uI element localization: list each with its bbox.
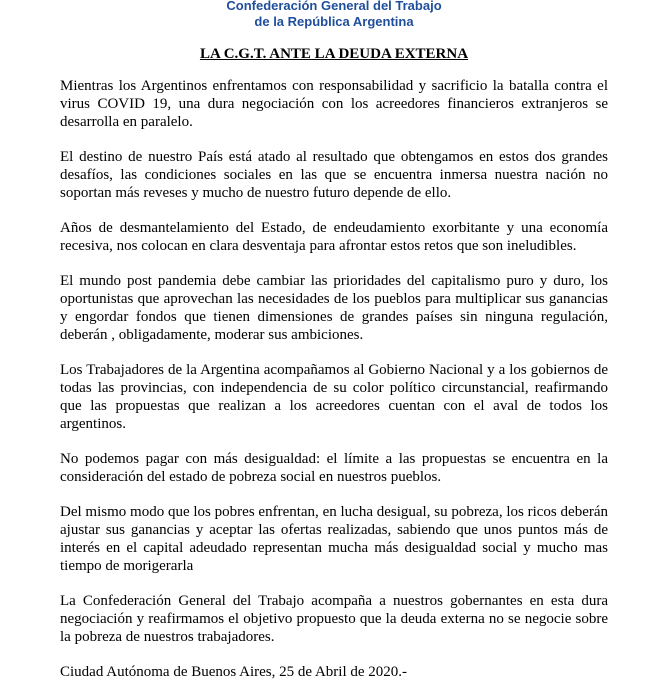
document-body (60, 77, 608, 681)
closing-place-date: Ciudad Autónoma de Buenos Aires, 25 de Abril de 2020.- (60, 664, 408, 680)
paragraph-4: El mundo post pandemia debe cambiar las prioridades del capitalismo puro y duro, los oportunistas que aprovechan las necesidades de los pueblos para multiplicar sus ganancias y engordar fondos que tienen dimensiones de grandes países sin ninguna regulación, deberán , obligadamente, moderar sus ambiciones. (60, 273, 608, 343)
header-line-1: Confederación General del Trabajo (226, 0, 442, 13)
organization-header (60, 0, 608, 30)
document-title: LA C.G.T. ANTE LA DEUDA EXTERNA (199, 46, 469, 62)
paragraph-8: La Confederación General del Trabajo acompaña a nuestros gobernantes en esta dura negociación y reafirmamos el objetivo propuesto que la deuda externa no se negocie sobre la pobreza de nuestros trabajadores. (60, 593, 608, 645)
header-line-2: de la República Argentina (254, 14, 414, 29)
paragraph-2: El destino de nuestro País está atado al resultado que obtengamos en estos dos grandes desafíos, las condiciones sociales en las que se encuentra inmersa nuestra nación no soportan más reveses y mucho de nuestro futuro depende de ello. (60, 149, 608, 201)
paragraph-3: Años de desmantelamiento del Estado, de endeudamiento exorbitante y una economía recesiva, nos colocan en clara desventaja para afrontar estos retos que son ineludibles. (60, 220, 608, 254)
paragraph-6: No podemos pagar con más desigualdad: el límite a las propuestas se encuentra en la consideración del estado de pobreza social en nuestros pueblos. (60, 451, 608, 485)
paragraph-5: Los Trabajadores de la Argentina acompañamos al Gobierno Nacional y a los gobiernos de todas las provincias, con independencia de su color político circunstancial, reafirmando que las propuestas que realizan a los acreedores cuentan con el aval de todos los argentinos. (60, 362, 608, 432)
paragraph-1: Mientras los Argentinos enfrentamos con responsabilidad y sacrificio la batalla contra el virus COVID 19, una dura negociación con los acreedores financieros extranjeros se desarrolla en paralelo. (60, 78, 608, 130)
paragraph-7: Del mismo modo que los pobres enfrentan, en lucha desigual, su pobreza, los ricos deberán ajustar sus ganancias y aceptar las ofertas realizadas, sabiendo que unos puntos más de interés en el capital adeudado representan mucha más desigualdad social y mucho mas tiempo de morigerarla (60, 504, 608, 574)
